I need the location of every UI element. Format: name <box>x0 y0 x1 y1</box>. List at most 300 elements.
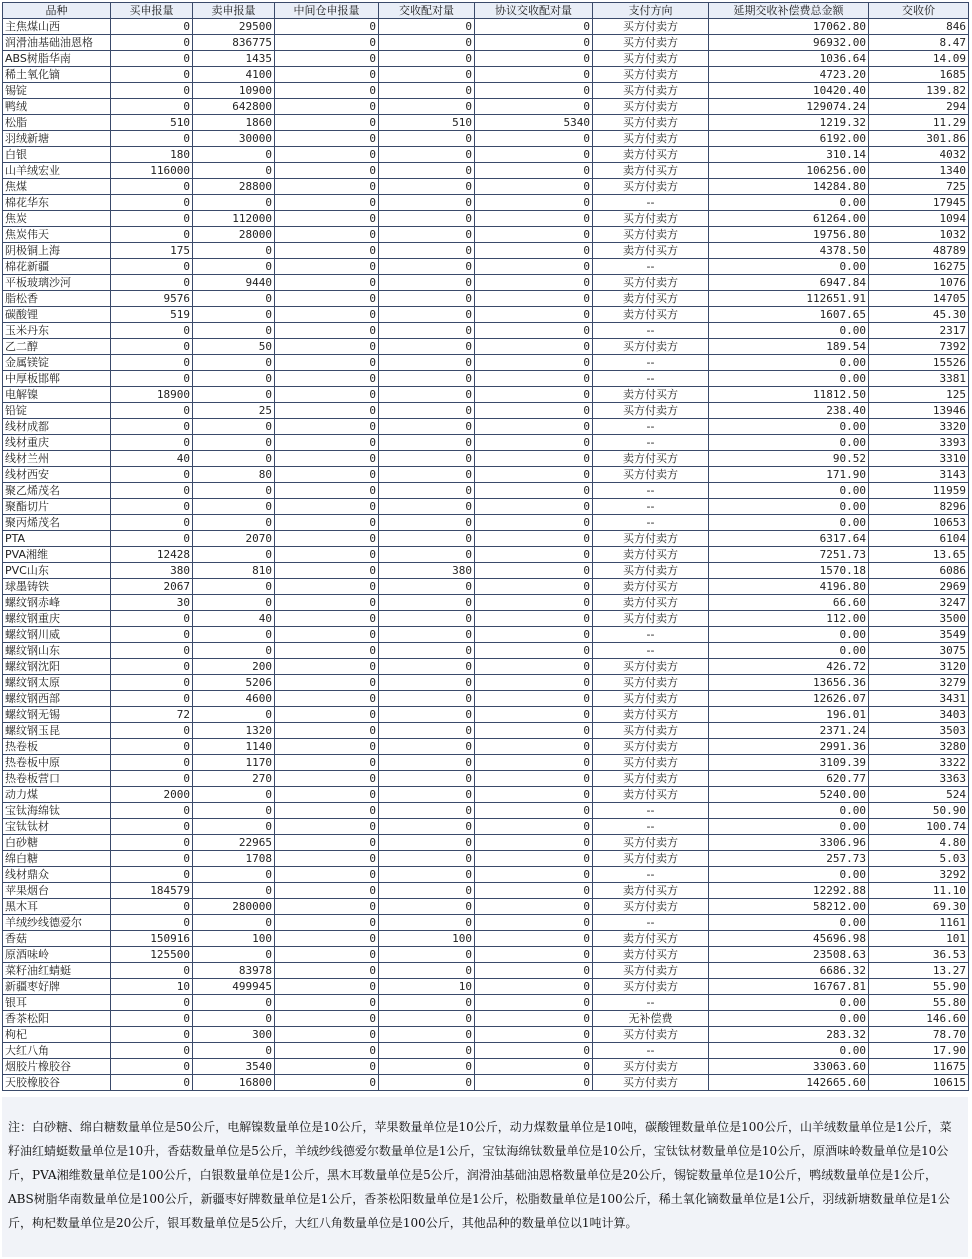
cell-matched-volume: 0 <box>379 691 475 707</box>
cell-settlement-price: 11675 <box>869 1059 969 1075</box>
cell-settlement-price: 36.53 <box>869 947 969 963</box>
cell-settlement-price: 2317 <box>869 323 969 339</box>
cell-settlement-price: 1161 <box>869 915 969 931</box>
cell-buy-declared: 0 <box>111 915 193 931</box>
cell-agreement-matched: 0 <box>475 483 593 499</box>
cell-compensation-total: 112.00 <box>709 611 869 627</box>
cell-matched-volume: 0 <box>379 179 475 195</box>
cell-compensation-total: 257.73 <box>709 851 869 867</box>
header-sell-declared: 卖申报量 <box>193 3 275 19</box>
cell-variety: 螺纹钢太原 <box>3 675 111 691</box>
cell-payment-direction: 买方付卖方 <box>593 531 709 547</box>
cell-sell-declared: 0 <box>193 419 275 435</box>
cell-payment-direction: -- <box>593 195 709 211</box>
cell-sell-declared: 836775 <box>193 35 275 51</box>
cell-buy-declared: 180 <box>111 147 193 163</box>
cell-intermediate-declared: 0 <box>275 291 379 307</box>
cell-matched-volume: 0 <box>379 771 475 787</box>
header-variety: 品种 <box>3 3 111 19</box>
cell-intermediate-declared: 0 <box>275 723 379 739</box>
cell-settlement-price: 14.09 <box>869 51 969 67</box>
table-row <box>3 371 969 387</box>
cell-variety: 脂松香 <box>3 291 111 307</box>
cell-compensation-total: 4378.50 <box>709 243 869 259</box>
cell-compensation-total: 106256.00 <box>709 163 869 179</box>
cell-settlement-price: 1340 <box>869 163 969 179</box>
cell-settlement-price: 1685 <box>869 67 969 83</box>
cell-settlement-price: 3247 <box>869 595 969 611</box>
cell-compensation-total: 11812.50 <box>709 387 869 403</box>
cell-settlement-price: 6104 <box>869 531 969 547</box>
cell-payment-direction: 买方付卖方 <box>593 611 709 627</box>
cell-variety: 烟胶片橡胶谷 <box>3 1059 111 1075</box>
cell-agreement-matched: 0 <box>475 851 593 867</box>
cell-payment-direction: 买方付卖方 <box>593 467 709 483</box>
cell-agreement-matched: 0 <box>475 451 593 467</box>
cell-matched-volume: 0 <box>379 371 475 387</box>
cell-compensation-total: 142665.60 <box>709 1075 869 1091</box>
cell-compensation-total: 112651.91 <box>709 291 869 307</box>
cell-matched-volume: 0 <box>379 275 475 291</box>
cell-agreement-matched: 0 <box>475 547 593 563</box>
cell-compensation-total: 0.00 <box>709 819 869 835</box>
cell-matched-volume: 0 <box>379 355 475 371</box>
header-payment-direction: 支付方向 <box>593 3 709 19</box>
cell-intermediate-declared: 0 <box>275 115 379 131</box>
cell-settlement-price: 45.30 <box>869 307 969 323</box>
cell-buy-declared: 0 <box>111 227 193 243</box>
cell-intermediate-declared: 0 <box>275 371 379 387</box>
cell-matched-volume: 0 <box>379 755 475 771</box>
cell-buy-declared: 510 <box>111 115 193 131</box>
table-row <box>3 355 969 371</box>
cell-settlement-price: 3381 <box>869 371 969 387</box>
cell-buy-declared: 0 <box>111 851 193 867</box>
cell-settlement-price: 294 <box>869 99 969 115</box>
cell-intermediate-declared: 0 <box>275 467 379 483</box>
cell-compensation-total: 90.52 <box>709 451 869 467</box>
cell-variety: 动力煤 <box>3 787 111 803</box>
cell-matched-volume: 0 <box>379 803 475 819</box>
cell-variety: 螺纹钢沈阳 <box>3 659 111 675</box>
cell-matched-volume: 0 <box>379 467 475 483</box>
cell-compensation-total: 0.00 <box>709 915 869 931</box>
cell-payment-direction: -- <box>593 499 709 515</box>
cell-agreement-matched: 0 <box>475 947 593 963</box>
cell-matched-volume: 0 <box>379 83 475 99</box>
cell-payment-direction: 买方付卖方 <box>593 51 709 67</box>
cell-sell-declared: 0 <box>193 883 275 899</box>
cell-intermediate-declared: 0 <box>275 579 379 595</box>
cell-settlement-price: 3503 <box>869 723 969 739</box>
cell-compensation-total: 310.14 <box>709 147 869 163</box>
cell-matched-volume: 0 <box>379 627 475 643</box>
cell-compensation-total: 45696.98 <box>709 931 869 947</box>
cell-compensation-total: 189.54 <box>709 339 869 355</box>
cell-buy-declared: 0 <box>111 611 193 627</box>
cell-matched-volume: 0 <box>379 227 475 243</box>
cell-settlement-price: 17945 <box>869 195 969 211</box>
cell-payment-direction: -- <box>593 995 709 1011</box>
cell-compensation-total: 6947.84 <box>709 275 869 291</box>
cell-intermediate-declared: 0 <box>275 947 379 963</box>
table-row <box>3 563 969 579</box>
cell-matched-volume: 0 <box>379 211 475 227</box>
table-row <box>3 579 969 595</box>
cell-sell-declared: 0 <box>193 707 275 723</box>
cell-variety: 电解镍 <box>3 387 111 403</box>
table-row <box>3 723 969 739</box>
cell-buy-declared: 0 <box>111 659 193 675</box>
cell-agreement-matched: 0 <box>475 307 593 323</box>
cell-agreement-matched: 0 <box>475 979 593 995</box>
cell-buy-declared: 0 <box>111 723 193 739</box>
cell-intermediate-declared: 0 <box>275 627 379 643</box>
cell-sell-declared: 0 <box>193 323 275 339</box>
cell-variety: 羽绒新塘 <box>3 131 111 147</box>
cell-settlement-price: 10615 <box>869 1075 969 1091</box>
cell-payment-direction: 买方付卖方 <box>593 67 709 83</box>
cell-agreement-matched: 0 <box>475 195 593 211</box>
cell-settlement-price: 10653 <box>869 515 969 531</box>
cell-intermediate-declared: 0 <box>275 83 379 99</box>
cell-compensation-total: 0.00 <box>709 419 869 435</box>
cell-variety: 绵白糖 <box>3 851 111 867</box>
cell-variety: 润滑油基础油恩格 <box>3 35 111 51</box>
cell-agreement-matched: 0 <box>475 595 593 611</box>
cell-matched-volume: 0 <box>379 403 475 419</box>
cell-sell-declared: 0 <box>193 243 275 259</box>
cell-sell-declared: 1435 <box>193 51 275 67</box>
cell-matched-volume: 0 <box>379 867 475 883</box>
cell-intermediate-declared: 0 <box>275 739 379 755</box>
cell-matched-volume: 0 <box>379 499 475 515</box>
table-row <box>3 883 969 899</box>
cell-buy-declared: 0 <box>111 675 193 691</box>
cell-variety: 平板玻璃沙河 <box>3 275 111 291</box>
cell-matched-volume: 510 <box>379 115 475 131</box>
cell-variety: 螺纹钢重庆 <box>3 611 111 627</box>
cell-intermediate-declared: 0 <box>275 883 379 899</box>
cell-matched-volume: 0 <box>379 387 475 403</box>
cell-settlement-price: 2969 <box>869 579 969 595</box>
table-row <box>3 659 969 675</box>
cell-buy-declared: 0 <box>111 867 193 883</box>
cell-matched-volume: 0 <box>379 531 475 547</box>
cell-intermediate-declared: 0 <box>275 419 379 435</box>
cell-compensation-total: 0.00 <box>709 867 869 883</box>
cell-payment-direction: 买方付卖方 <box>593 99 709 115</box>
table-row <box>3 995 969 1011</box>
table-row <box>3 147 969 163</box>
table-row <box>3 979 969 995</box>
cell-buy-declared: 0 <box>111 195 193 211</box>
cell-sell-declared: 0 <box>193 947 275 963</box>
cell-buy-declared: 380 <box>111 563 193 579</box>
cell-buy-declared: 0 <box>111 483 193 499</box>
cell-buy-declared: 0 <box>111 995 193 1011</box>
cell-variety: 银耳 <box>3 995 111 1011</box>
cell-compensation-total: 61264.00 <box>709 211 869 227</box>
cell-sell-declared: 280000 <box>193 899 275 915</box>
cell-compensation-total: 33063.60 <box>709 1059 869 1075</box>
header-matched-volume: 交收配对量 <box>379 3 475 19</box>
cell-payment-direction: 买方付卖方 <box>593 1075 709 1091</box>
cell-variety: ABS树脂华南 <box>3 51 111 67</box>
cell-buy-declared: 0 <box>111 275 193 291</box>
cell-sell-declared: 4100 <box>193 67 275 83</box>
cell-buy-declared: 10 <box>111 979 193 995</box>
cell-buy-declared: 0 <box>111 515 193 531</box>
cell-variety: 菜籽油红蜻蜓 <box>3 963 111 979</box>
cell-agreement-matched: 0 <box>475 899 593 915</box>
table-row <box>3 467 969 483</box>
cell-variety: PVA湘维 <box>3 547 111 563</box>
cell-payment-direction: -- <box>593 419 709 435</box>
cell-buy-declared: 0 <box>111 771 193 787</box>
cell-buy-declared: 0 <box>111 691 193 707</box>
cell-buy-declared: 0 <box>111 531 193 547</box>
cell-compensation-total: 6686.32 <box>709 963 869 979</box>
cell-agreement-matched: 0 <box>475 931 593 947</box>
cell-agreement-matched: 0 <box>475 131 593 147</box>
cell-settlement-price: 17.90 <box>869 1043 969 1059</box>
cell-settlement-price: 13.65 <box>869 547 969 563</box>
cell-buy-declared: 0 <box>111 419 193 435</box>
cell-intermediate-declared: 0 <box>275 931 379 947</box>
table-row <box>3 435 969 451</box>
cell-agreement-matched: 0 <box>475 83 593 99</box>
cell-payment-direction: 卖方付买方 <box>593 595 709 611</box>
table-row <box>3 1059 969 1075</box>
cell-matched-volume: 0 <box>379 195 475 211</box>
cell-matched-volume: 0 <box>379 579 475 595</box>
cell-sell-declared: 0 <box>193 451 275 467</box>
cell-payment-direction: 买方付卖方 <box>593 131 709 147</box>
cell-sell-declared: 30000 <box>193 131 275 147</box>
table-row <box>3 963 969 979</box>
cell-matched-volume: 0 <box>379 307 475 323</box>
cell-intermediate-declared: 0 <box>275 211 379 227</box>
cell-variety: 球墨铸铁 <box>3 579 111 595</box>
cell-variety: 金属镁锭 <box>3 355 111 371</box>
cell-intermediate-declared: 0 <box>275 243 379 259</box>
cell-payment-direction: 买方付卖方 <box>593 211 709 227</box>
cell-settlement-price: 13946 <box>869 403 969 419</box>
cell-intermediate-declared: 0 <box>275 707 379 723</box>
cell-settlement-price: 11.29 <box>869 115 969 131</box>
cell-agreement-matched: 0 <box>475 419 593 435</box>
table-row <box>3 707 969 723</box>
cell-agreement-matched: 0 <box>475 387 593 403</box>
cell-sell-declared: 83978 <box>193 963 275 979</box>
cell-payment-direction: 卖方付买方 <box>593 147 709 163</box>
cell-buy-declared: 0 <box>111 371 193 387</box>
cell-agreement-matched: 0 <box>475 99 593 115</box>
cell-matched-volume: 0 <box>379 99 475 115</box>
cell-agreement-matched: 0 <box>475 915 593 931</box>
table-row <box>3 115 969 131</box>
cell-payment-direction: -- <box>593 819 709 835</box>
cell-agreement-matched: 0 <box>475 563 593 579</box>
cell-compensation-total: 17062.80 <box>709 19 869 35</box>
cell-sell-declared: 50 <box>193 339 275 355</box>
cell-sell-declared: 499945 <box>193 979 275 995</box>
cell-sell-declared: 200 <box>193 659 275 675</box>
cell-sell-declared: 112000 <box>193 211 275 227</box>
cell-agreement-matched: 0 <box>475 19 593 35</box>
cell-buy-declared: 0 <box>111 339 193 355</box>
cell-settlement-price: 3310 <box>869 451 969 467</box>
cell-buy-declared: 0 <box>111 963 193 979</box>
cell-settlement-price: 146.60 <box>869 1011 969 1027</box>
cell-variety: 铅锭 <box>3 403 111 419</box>
cell-buy-declared: 0 <box>111 643 193 659</box>
cell-payment-direction: -- <box>593 435 709 451</box>
cell-compensation-total: 6192.00 <box>709 131 869 147</box>
cell-agreement-matched: 0 <box>475 659 593 675</box>
cell-compensation-total: 426.72 <box>709 659 869 675</box>
cell-intermediate-declared: 0 <box>275 131 379 147</box>
cell-compensation-total: 1570.18 <box>709 563 869 579</box>
cell-variety: 苹果烟台 <box>3 883 111 899</box>
table-row <box>3 323 969 339</box>
cell-payment-direction: 卖方付买方 <box>593 707 709 723</box>
cell-intermediate-declared: 0 <box>275 819 379 835</box>
cell-payment-direction: 买方付卖方 <box>593 403 709 419</box>
cell-payment-direction: 买方付卖方 <box>593 563 709 579</box>
cell-matched-volume: 0 <box>379 259 475 275</box>
cell-buy-declared: 72 <box>111 707 193 723</box>
table-row <box>3 1043 969 1059</box>
cell-intermediate-declared: 0 <box>275 979 379 995</box>
settlement-table-container <box>2 2 968 1091</box>
cell-buy-declared: 0 <box>111 1011 193 1027</box>
table-row <box>3 211 969 227</box>
cell-payment-direction: 卖方付买方 <box>593 547 709 563</box>
cell-variety: 阴极铜上海 <box>3 243 111 259</box>
cell-sell-declared: 5206 <box>193 675 275 691</box>
cell-intermediate-declared: 0 <box>275 1027 379 1043</box>
table-row <box>3 1075 969 1091</box>
cell-agreement-matched: 0 <box>475 723 593 739</box>
cell-buy-declared: 0 <box>111 819 193 835</box>
cell-compensation-total: 620.77 <box>709 771 869 787</box>
cell-settlement-price: 101 <box>869 931 969 947</box>
cell-matched-volume: 0 <box>379 147 475 163</box>
cell-agreement-matched: 0 <box>475 579 593 595</box>
cell-settlement-price: 50.90 <box>869 803 969 819</box>
cell-variety: 热卷板 <box>3 739 111 755</box>
cell-intermediate-declared: 0 <box>275 1043 379 1059</box>
cell-agreement-matched: 0 <box>475 147 593 163</box>
cell-intermediate-declared: 0 <box>275 835 379 851</box>
cell-compensation-total: 1219.32 <box>709 115 869 131</box>
cell-intermediate-declared: 0 <box>275 675 379 691</box>
table-row <box>3 339 969 355</box>
cell-settlement-price: 139.82 <box>869 83 969 99</box>
cell-agreement-matched: 0 <box>475 691 593 707</box>
cell-payment-direction: -- <box>593 643 709 659</box>
cell-buy-declared: 30 <box>111 595 193 611</box>
cell-agreement-matched: 0 <box>475 403 593 419</box>
cell-buy-declared: 0 <box>111 323 193 339</box>
cell-matched-volume: 0 <box>379 1043 475 1059</box>
cell-variety: 聚酯切片 <box>3 499 111 515</box>
cell-agreement-matched: 0 <box>475 787 593 803</box>
cell-sell-declared: 0 <box>193 147 275 163</box>
table-row <box>3 691 969 707</box>
cell-variety: 热卷板营口 <box>3 771 111 787</box>
table-row <box>3 387 969 403</box>
cell-agreement-matched: 0 <box>475 323 593 339</box>
cell-buy-declared: 40 <box>111 451 193 467</box>
cell-sell-declared: 0 <box>193 355 275 371</box>
cell-sell-declared: 10900 <box>193 83 275 99</box>
table-row <box>3 739 969 755</box>
table-row <box>3 915 969 931</box>
table-row <box>3 803 969 819</box>
cell-settlement-price: 1032 <box>869 227 969 243</box>
cell-sell-declared: 80 <box>193 467 275 483</box>
cell-payment-direction: 买方付卖方 <box>593 83 709 99</box>
cell-payment-direction: -- <box>593 915 709 931</box>
cell-matched-volume: 0 <box>379 51 475 67</box>
table-row <box>3 755 969 771</box>
cell-matched-volume: 0 <box>379 883 475 899</box>
cell-sell-declared: 0 <box>193 515 275 531</box>
cell-sell-declared: 28000 <box>193 227 275 243</box>
cell-buy-declared: 0 <box>111 1075 193 1091</box>
cell-settlement-price: 48789 <box>869 243 969 259</box>
cell-intermediate-declared: 0 <box>275 867 379 883</box>
cell-compensation-total: 3306.96 <box>709 835 869 851</box>
cell-variety: 焦煤 <box>3 179 111 195</box>
cell-buy-declared: 0 <box>111 67 193 83</box>
cell-sell-declared: 642800 <box>193 99 275 115</box>
table-row <box>3 1011 969 1027</box>
cell-compensation-total: 0.00 <box>709 499 869 515</box>
cell-matched-volume: 0 <box>379 707 475 723</box>
cell-settlement-price: 15526 <box>869 355 969 371</box>
cell-agreement-matched: 0 <box>475 963 593 979</box>
cell-sell-declared: 28800 <box>193 179 275 195</box>
cell-payment-direction: 卖方付买方 <box>593 579 709 595</box>
cell-matched-volume: 0 <box>379 819 475 835</box>
cell-agreement-matched: 0 <box>475 51 593 67</box>
table-row <box>3 1027 969 1043</box>
cell-intermediate-declared: 0 <box>275 691 379 707</box>
header-intermediate-declared: 中间仓申报量 <box>275 3 379 19</box>
cell-payment-direction: 卖方付买方 <box>593 883 709 899</box>
cell-settlement-price: 55.80 <box>869 995 969 1011</box>
header-agreement-matched: 协议交收配对量 <box>475 3 593 19</box>
cell-settlement-price: 100.74 <box>869 819 969 835</box>
cell-agreement-matched: 0 <box>475 611 593 627</box>
table-row <box>3 547 969 563</box>
cell-payment-direction: 卖方付买方 <box>593 243 709 259</box>
cell-agreement-matched: 0 <box>475 995 593 1011</box>
cell-agreement-matched: 0 <box>475 179 593 195</box>
cell-buy-declared: 0 <box>111 83 193 99</box>
cell-compensation-total: 0.00 <box>709 643 869 659</box>
cell-matched-volume: 0 <box>379 1075 475 1091</box>
cell-buy-declared: 0 <box>111 499 193 515</box>
cell-payment-direction: 买方付卖方 <box>593 659 709 675</box>
cell-payment-direction: 买方付卖方 <box>593 835 709 851</box>
cell-matched-volume: 0 <box>379 451 475 467</box>
table-row <box>3 499 969 515</box>
